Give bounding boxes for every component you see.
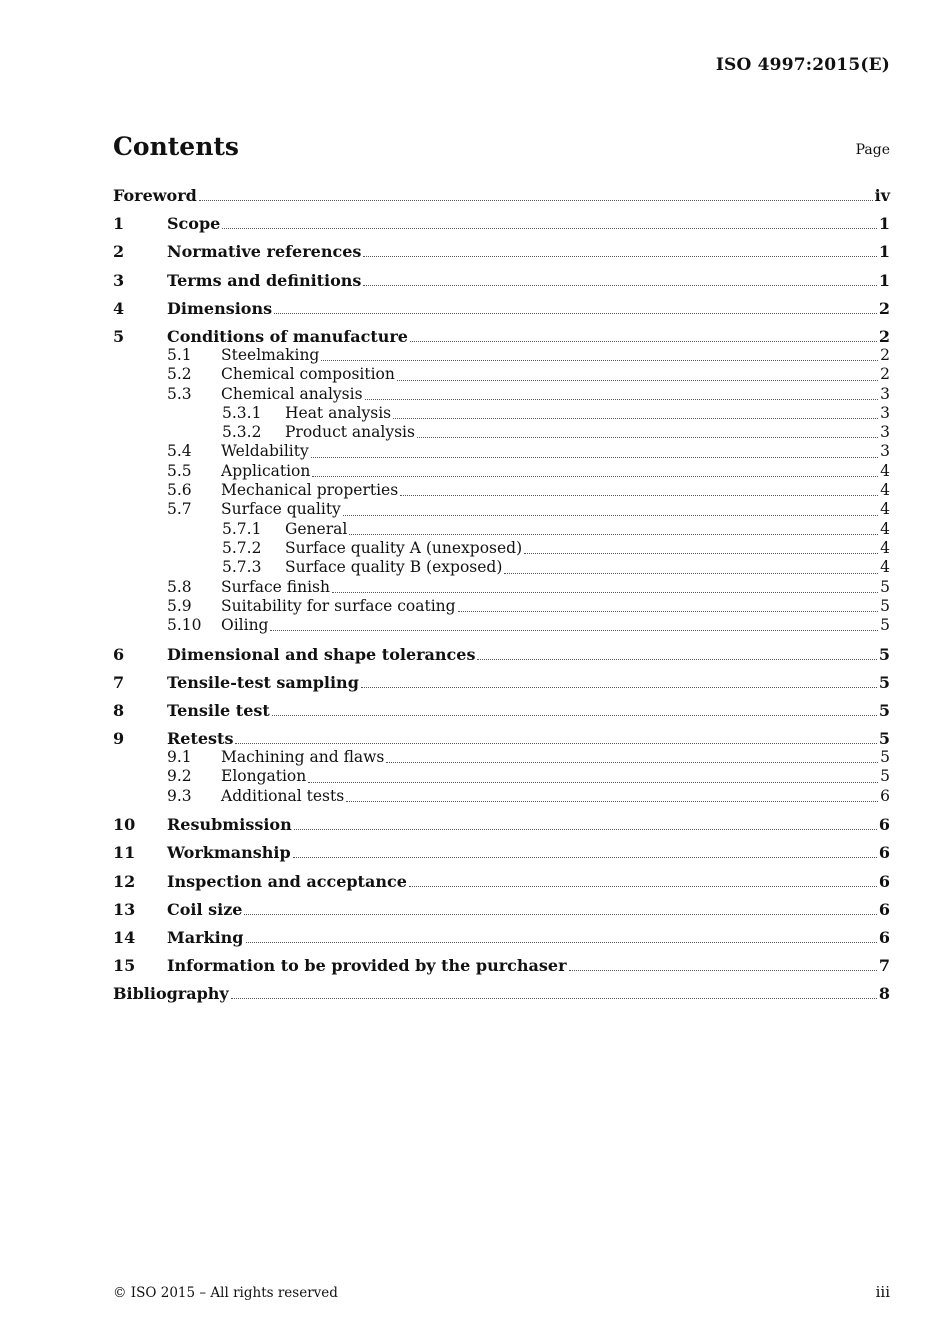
toc-entry-page: iv <box>874 186 890 205</box>
toc-entry-title[interactable]: Dimensions <box>167 298 273 318</box>
toc-entry-number: 5.3.2 <box>222 423 262 442</box>
toc-entry-title[interactable]: Surface quality A (unexposed) <box>285 538 523 557</box>
toc-entry[interactable] <box>113 481 890 500</box>
toc-entry-title[interactable]: Information to be provided by the purchaser <box>167 956 567 976</box>
toc-entry[interactable] <box>113 385 890 404</box>
toc-entry-page: 6 <box>878 899 890 919</box>
toc-entry-title[interactable]: Suitability for surface coating <box>221 596 456 615</box>
toc-entry[interactable] <box>113 271 890 290</box>
toc-dot-leader <box>409 885 877 887</box>
toc-entry-number: 5 <box>113 326 125 346</box>
toc-entry-title[interactable]: Steelmaking <box>221 345 320 364</box>
toc-entry[interactable] <box>113 645 890 664</box>
toc-entry-title[interactable]: Coil size <box>167 899 243 919</box>
toc-dot-leader <box>400 494 878 496</box>
toc-entry-page: 5 <box>880 748 890 767</box>
toc-entry-number: 2 <box>113 242 125 262</box>
toc-entry-title[interactable]: Machining and flaws <box>221 748 385 767</box>
toc-entry-page: 4 <box>880 481 890 500</box>
toc-entry[interactable] <box>113 442 890 461</box>
toc-entry-number: 11 <box>113 843 136 863</box>
toc-entry-page: 5 <box>880 596 890 615</box>
toc-entry-page: 3 <box>880 423 890 442</box>
toc-entry-number: 7 <box>113 672 125 692</box>
toc-entry-page: 2 <box>880 345 890 364</box>
toc-dot-leader <box>293 856 877 858</box>
toc-entry-page: 4 <box>880 461 890 480</box>
toc-entry-number: 5.9 <box>167 596 192 615</box>
toc-dot-leader <box>274 312 877 314</box>
toc-entry-number: 10 <box>113 815 136 835</box>
toc-entry-title[interactable]: Normative references <box>167 242 362 262</box>
toc-entry-number: 5.5 <box>167 461 192 480</box>
toc-entry[interactable] <box>113 900 890 919</box>
toc-entry[interactable] <box>113 365 890 384</box>
toc-entry[interactable] <box>113 578 890 597</box>
toc-entry-title[interactable]: Scope <box>167 214 221 234</box>
toc-entry-title[interactable]: Inspection and acceptance <box>167 871 407 891</box>
toc-entry-title[interactable]: Elongation <box>221 767 307 786</box>
toc-dot-leader <box>199 199 873 201</box>
toc-entry-number: 8 <box>113 700 125 720</box>
toc-dot-leader <box>332 591 878 593</box>
toc-entry[interactable] <box>113 299 890 318</box>
toc-entry-title[interactable]: Surface finish <box>221 577 330 596</box>
toc-entry-number: 6 <box>113 644 125 664</box>
footer-page-number: iii <box>875 1283 890 1301</box>
toc-entry-number: 4 <box>113 298 125 318</box>
toc-entry-title[interactable]: Resubmission <box>167 815 292 835</box>
toc-dot-leader <box>346 800 878 802</box>
toc-entry-number: 5.4 <box>167 442 192 461</box>
toc-entry[interactable] <box>113 872 890 891</box>
toc-entry-title[interactable]: Marking <box>167 927 244 947</box>
toc-entry-title[interactable]: Surface quality B (exposed) <box>285 558 503 577</box>
toc-entry-number: 9 <box>113 729 125 749</box>
toc-dot-leader <box>363 284 876 286</box>
toc-entry-number: 5.7.2 <box>222 538 262 557</box>
toc-entry-title[interactable]: Dimensional and shape tolerances <box>167 644 476 664</box>
toc-entry-number: 5.1 <box>167 345 192 364</box>
toc-entry-page: 4 <box>880 558 890 577</box>
toc-dot-leader <box>410 340 877 342</box>
toc-entry-title[interactable]: Heat analysis <box>285 403 392 422</box>
toc-entry[interactable] <box>113 539 890 558</box>
toc-entry-title[interactable]: Mechanical properties <box>221 481 399 500</box>
toc-entry[interactable] <box>113 815 890 834</box>
toc-entry-title[interactable]: Surface quality <box>221 500 341 519</box>
contents-heading: Contents <box>113 132 240 161</box>
toc-dot-leader <box>222 227 877 229</box>
toc-entry[interactable] <box>113 558 890 577</box>
toc-entry-page: 1 <box>878 214 890 234</box>
toc-entry[interactable] <box>113 327 890 346</box>
toc-dot-leader <box>312 475 878 477</box>
toc-entry[interactable] <box>113 787 890 806</box>
toc-entry[interactable] <box>113 520 890 539</box>
toc-dot-leader <box>569 969 877 971</box>
toc-entry-title[interactable]: Additional tests <box>221 786 345 805</box>
footer-copyright: © ISO 2015 – All rights reserved <box>113 1285 338 1301</box>
toc-entry-title[interactable]: Application <box>221 461 311 480</box>
toc-entry-number: 15 <box>113 956 136 976</box>
toc-dot-leader <box>365 398 879 400</box>
toc-entry[interactable] <box>113 346 890 365</box>
toc-dot-leader <box>231 997 877 999</box>
toc-dot-leader <box>321 359 878 361</box>
toc-entry-title[interactable]: Tensile-test sampling <box>167 672 359 692</box>
toc-entry-title[interactable]: General <box>285 519 348 538</box>
toc-entry[interactable] <box>113 404 890 423</box>
toc-entry-title[interactable]: Weldability <box>221 442 309 461</box>
toc-dot-leader <box>417 436 878 438</box>
toc-entry-page: 6 <box>878 815 890 835</box>
toc-entry-title[interactable]: Tensile test <box>167 700 270 720</box>
toc-entry-number: 5.3.1 <box>222 403 262 422</box>
toc-entry-page: 1 <box>878 270 890 290</box>
toc-entry-number: 13 <box>113 899 136 919</box>
toc-entry-number: 5.6 <box>167 481 192 500</box>
toc-entry-page: 4 <box>880 519 890 538</box>
toc-dot-leader <box>386 761 878 763</box>
toc-dot-leader <box>244 913 876 915</box>
toc-entry-number: 5.8 <box>167 577 192 596</box>
toc-dot-leader <box>397 379 878 381</box>
toc-dot-leader <box>343 514 878 516</box>
toc-entry-number: 9.2 <box>167 767 192 786</box>
toc-entry-title[interactable]: Terms and definitions <box>167 270 362 290</box>
toc-entry[interactable] <box>113 242 890 261</box>
toc-entry[interactable] <box>113 748 890 767</box>
toc-entry-page: 2 <box>880 365 890 384</box>
toc-entry-title[interactable]: Workmanship <box>167 843 291 863</box>
toc-entry-number: 5.7.1 <box>222 519 262 538</box>
toc-entry[interactable] <box>113 186 890 205</box>
toc-entry-page: 4 <box>880 538 890 557</box>
toc-dot-leader <box>361 686 877 688</box>
toc-entry-number: 3 <box>113 270 125 290</box>
toc-entry-page: 3 <box>880 384 890 403</box>
toc-entry-title[interactable]: Chemical composition <box>221 365 395 384</box>
document-id: ISO 4997:2015(E) <box>715 55 890 75</box>
toc-entry-page: 5 <box>880 767 890 786</box>
toc-dot-leader <box>235 742 876 744</box>
toc-entry-page: 2 <box>878 298 890 318</box>
toc-entry[interactable] <box>113 928 890 947</box>
toc-dot-leader <box>246 941 877 943</box>
toc-entry[interactable] <box>113 616 890 635</box>
toc-entry-page: 3 <box>880 442 890 461</box>
toc-entry-page: 6 <box>878 927 890 947</box>
toc-entry-number: 12 <box>113 871 136 891</box>
toc-dot-leader <box>311 456 878 458</box>
toc-entry-number: 1 <box>113 214 125 234</box>
toc-dot-leader <box>294 828 877 830</box>
toc-dot-leader <box>272 714 877 716</box>
toc-entry-number: 14 <box>113 927 136 947</box>
toc-entry-number: 5.7.3 <box>222 558 262 577</box>
toc-entry-page: 6 <box>880 786 890 805</box>
toc-entry[interactable] <box>113 767 890 786</box>
toc-entry[interactable] <box>113 729 890 748</box>
toc-dot-leader <box>349 533 878 535</box>
toc-entry-page: 8 <box>878 984 890 1004</box>
toc-entry[interactable] <box>113 462 890 481</box>
toc-entry-page: 1 <box>878 242 890 262</box>
toc-entry-page: 5 <box>880 616 890 635</box>
toc-entry-number: 5.2 <box>167 365 192 384</box>
toc-entry-page: 4 <box>880 500 890 519</box>
toc-dot-leader <box>270 629 878 631</box>
toc-dot-leader <box>524 552 878 554</box>
toc-entry-page: 5 <box>880 577 890 596</box>
toc-dot-leader <box>477 658 876 660</box>
toc-entry[interactable] <box>113 214 890 233</box>
toc-entry[interactable] <box>113 597 890 616</box>
toc-entry[interactable] <box>113 956 890 975</box>
toc-entry-page: 7 <box>878 956 890 976</box>
toc-entry-number: 9.3 <box>167 786 192 805</box>
page-column-label: Page <box>855 142 890 158</box>
toc-entry-page: 5 <box>878 644 890 664</box>
toc-entry[interactable] <box>113 984 890 1003</box>
toc-entry[interactable] <box>113 701 890 720</box>
toc-entry-page: 5 <box>878 672 890 692</box>
toc-entry-title[interactable]: Bibliography <box>113 984 229 1004</box>
toc-entry-title[interactable]: Foreword <box>113 186 197 205</box>
toc-dot-leader <box>393 417 878 419</box>
toc-entry[interactable] <box>113 843 890 862</box>
toc-entry[interactable] <box>113 673 890 692</box>
toc-entry-page: 2 <box>878 326 890 346</box>
toc-entry-title[interactable]: Chemical analysis <box>221 384 363 403</box>
toc-entry-number: 5.7 <box>167 500 192 519</box>
toc-entry-page: 3 <box>880 403 890 422</box>
toc-entry-title[interactable]: Oiling <box>221 616 269 635</box>
toc-dot-leader <box>458 610 879 612</box>
toc-entry-title[interactable]: Product analysis <box>285 423 415 442</box>
toc-entry[interactable] <box>113 500 890 519</box>
toc-entry-page: 5 <box>878 700 890 720</box>
toc-entry-title[interactable]: Conditions of manufacture <box>167 326 408 346</box>
toc-entry-page: 6 <box>878 843 890 863</box>
toc-dot-leader <box>308 781 878 783</box>
toc-entry-title[interactable]: Retests <box>167 729 234 749</box>
toc-entry-number: 5.10 <box>167 616 202 635</box>
toc-entry-page: 5 <box>878 729 890 749</box>
toc-entry-page: 6 <box>878 871 890 891</box>
toc-entry-number: 9.1 <box>167 748 192 767</box>
toc-entry-number: 5.3 <box>167 384 192 403</box>
toc-dot-leader <box>504 572 878 574</box>
toc-entry[interactable] <box>113 423 890 442</box>
toc-dot-leader <box>363 255 876 257</box>
table-of-contents <box>113 186 890 1003</box>
